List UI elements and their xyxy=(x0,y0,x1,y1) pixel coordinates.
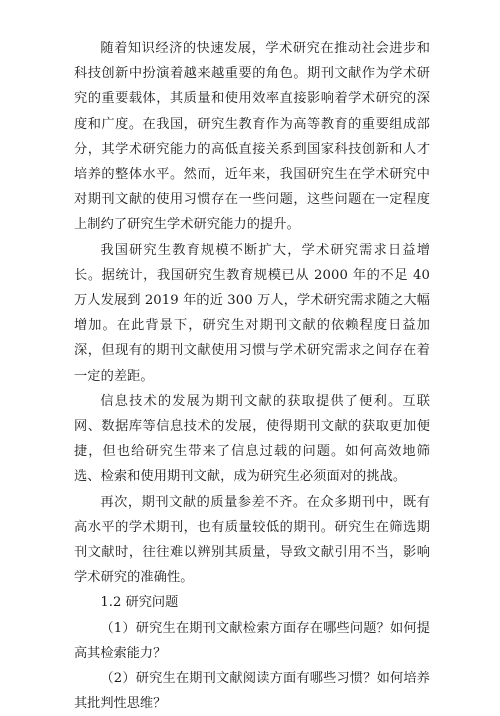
document-body xyxy=(74,36,430,716)
section-heading: 1.2 研究问题 xyxy=(100,595,179,611)
paragraph-quality: 再次，期刊文献的质量参差不齐。在众多期刊中，既有高水平的学术期刊，也有质量较低的期刊。研究生在筛选期刊文献时，往往难以辨别其质量，导致文献引用不当，影响学术研究的准确性。 xyxy=(74,494,430,586)
paragraph-intro: 随着知识经济的快速发展，学术研究在推动社会进步和科技创新中扮演着越来越重要的角色。期刊文献作为学术研究的重要载体，其质量和使用效率直接影响着学术研究的深度和广度。在我国，研究生教育作为高等教育的重要组成部分，其学术研究能力的高低直接关系到国家科技创新和人才培养的整体水平。然而，近年来，我国研究生在学术研究中对期刊文献的使用习惯存在一些问题，这些问题在一定程度上制约了研究生学术研究能力的提升。 xyxy=(74,41,430,233)
paragraph-technology: 信息技术的发展为期刊文献的获取提供了便利。互联网、数据库等信息技术的发展，使得期刊文献的获取更加便捷，但也给研究生带来了信息过载的问题。如何高效地筛选、检索和使用期刊文献，成为研究生必须面对的挑战。 xyxy=(74,393,430,485)
question-item-2: （2）研究生在期刊文献阅读方面有哪些习惯？如何培养其批判性思维？ xyxy=(74,671,430,712)
question-item-1: （1）研究生在期刊文献检索方面存在哪些问题？如何提高其检索能力？ xyxy=(74,620,430,661)
paragraph-scale: 我国研究生教育规模不断扩大，学术研究需求日益增长。据统计，我国研究生教育规模已从 2000 年的不足 40 万人发展到 2019 年的近 300 万人，学术研究需求随之大幅增加。在此背景下，研究生对期刊文献的依赖程度日益加深，但现有的期刊文献使用习惯与学术研究需求之间存在着一定的差距。 xyxy=(74,242,430,384)
